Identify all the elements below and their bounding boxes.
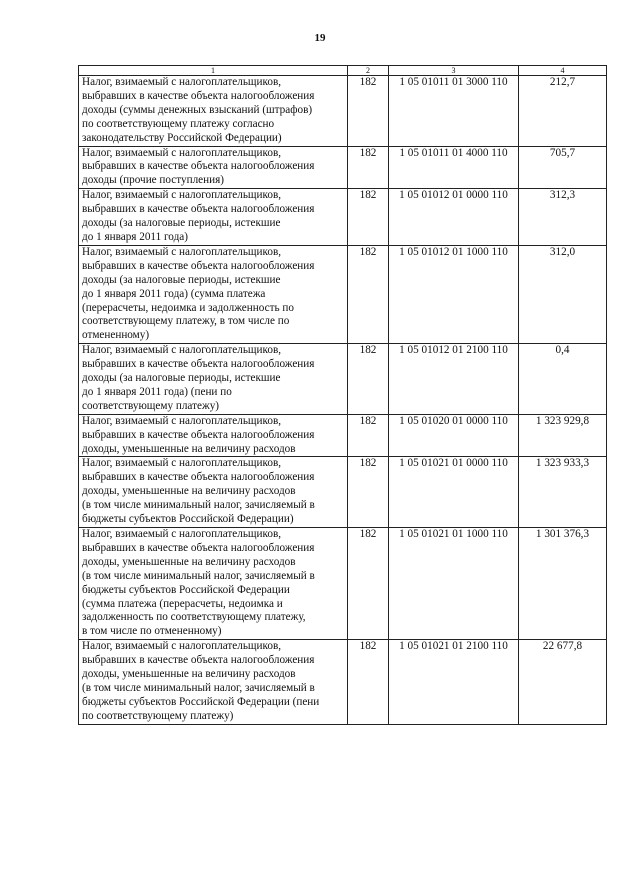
row-description: Налог, взимаемый с налогоплательщиков, выбравших в качестве объекта налогообложения доходы (за налоговые периоды, истекшие до 1 января 2011 года) (пени по соответствующему платежу): [79, 344, 348, 415]
row-description: Налог, взимаемый с налогоплательщиков, выбравших в качестве объекта налогообложения доходы, уменьшенные на величину расходов (в том числе минимальный налог, зачисляемый в бюджеты субъектов Российской Федерации): [79, 457, 348, 528]
row-admin-code: 182: [348, 640, 389, 724]
column-number-row: [79, 66, 607, 76]
row-amount: 1 323 933,3: [519, 457, 607, 528]
row-classification-code: 1 05 01012 01 2100 110: [389, 344, 519, 415]
table-row: [79, 146, 607, 189]
row-classification-code: 1 05 01012 01 1000 110: [389, 245, 519, 343]
budget-revenue-table: [78, 65, 607, 725]
row-amount: 212,7: [519, 76, 607, 147]
page-number: 19: [314, 32, 326, 44]
table-row: [79, 189, 607, 246]
row-amount: 0,4: [519, 344, 607, 415]
row-description: Налог, взимаемый с налогоплательщиков, выбравших в качестве объекта налогообложения доходы, уменьшенные на величину расходов (в том числе минимальный налог, зачисляемый в бюджеты субъектов Российской Федерации (сумма платежа (перерасчеты, недоимка и задолженность по соответствующему платежу, в том числе по отмененному): [79, 528, 348, 640]
row-admin-code: 182: [348, 76, 389, 147]
row-description: Налог, взимаемый с налогоплательщиков, выбравших в качестве объекта налогообложения доходы (за налоговые периоды, истекшие до 1 января 2011 года): [79, 189, 348, 246]
row-amount: 1 301 376,3: [519, 528, 607, 640]
table-row: [79, 640, 607, 724]
row-admin-code: 182: [348, 414, 389, 457]
row-description: Налог, взимаемый с налогоплательщиков, выбравших в качестве объекта налогообложения доходы, уменьшенные на величину расходов (в том числе минимальный налог, зачисляемый в бюджеты субъектов Российской Федерации (пени по соответствующему платежу): [79, 640, 348, 724]
row-description: Налог, взимаемый с налогоплательщиков, выбравших в качестве объекта налогообложения доходы (прочие поступления): [79, 146, 348, 189]
row-amount: 705,7: [519, 146, 607, 189]
row-description: Налог, взимаемый с налогоплательщиков, выбравших в качестве объекта налогообложения доходы (за налоговые периоды, истекшие до 1 января 2011 года) (сумма платежа (перерасчеты, недоимка и задолженность по соответствующему платежу, в том числе по отмененному): [79, 245, 348, 343]
row-classification-code: 1 05 01020 01 0000 110: [389, 414, 519, 457]
table-row: [79, 245, 607, 343]
table-row: [79, 414, 607, 457]
table-row: [79, 76, 607, 147]
row-admin-code: 182: [348, 528, 389, 640]
row-amount: 22 677,8: [519, 640, 607, 724]
row-classification-code: 1 05 01011 01 4000 110: [389, 146, 519, 189]
row-amount: 312,3: [519, 189, 607, 246]
table-row: [79, 344, 607, 415]
row-admin-code: 182: [348, 146, 389, 189]
row-description: Налог, взимаемый с налогоплательщиков, выбравших в качестве объекта налогообложения доходы, уменьшенные на величину расходов: [79, 414, 348, 457]
column-header-3: 3: [389, 66, 519, 76]
column-header-2: 2: [348, 66, 389, 76]
row-admin-code: 182: [348, 457, 389, 528]
table-row: [79, 457, 607, 528]
row-admin-code: 182: [348, 245, 389, 343]
row-classification-code: 1 05 01021 01 2100 110: [389, 640, 519, 724]
row-classification-code: 1 05 01012 01 0000 110: [389, 189, 519, 246]
column-header-4: 4: [519, 66, 607, 76]
row-amount: 1 323 929,8: [519, 414, 607, 457]
row-classification-code: 1 05 01021 01 1000 110: [389, 528, 519, 640]
row-amount: 312,0: [519, 245, 607, 343]
column-header-1: 1: [79, 66, 348, 76]
row-classification-code: 1 05 01021 01 0000 110: [389, 457, 519, 528]
row-admin-code: 182: [348, 189, 389, 246]
row-description: Налог, взимаемый с налогоплательщиков, выбравших в качестве объекта налогообложения доходы (суммы денежных взысканий (штрафов) по соответствующему платежу согласно законодательству Российской Федерации): [79, 76, 348, 147]
row-admin-code: 182: [348, 344, 389, 415]
table-row: [79, 528, 607, 640]
row-classification-code: 1 05 01011 01 3000 110: [389, 76, 519, 147]
